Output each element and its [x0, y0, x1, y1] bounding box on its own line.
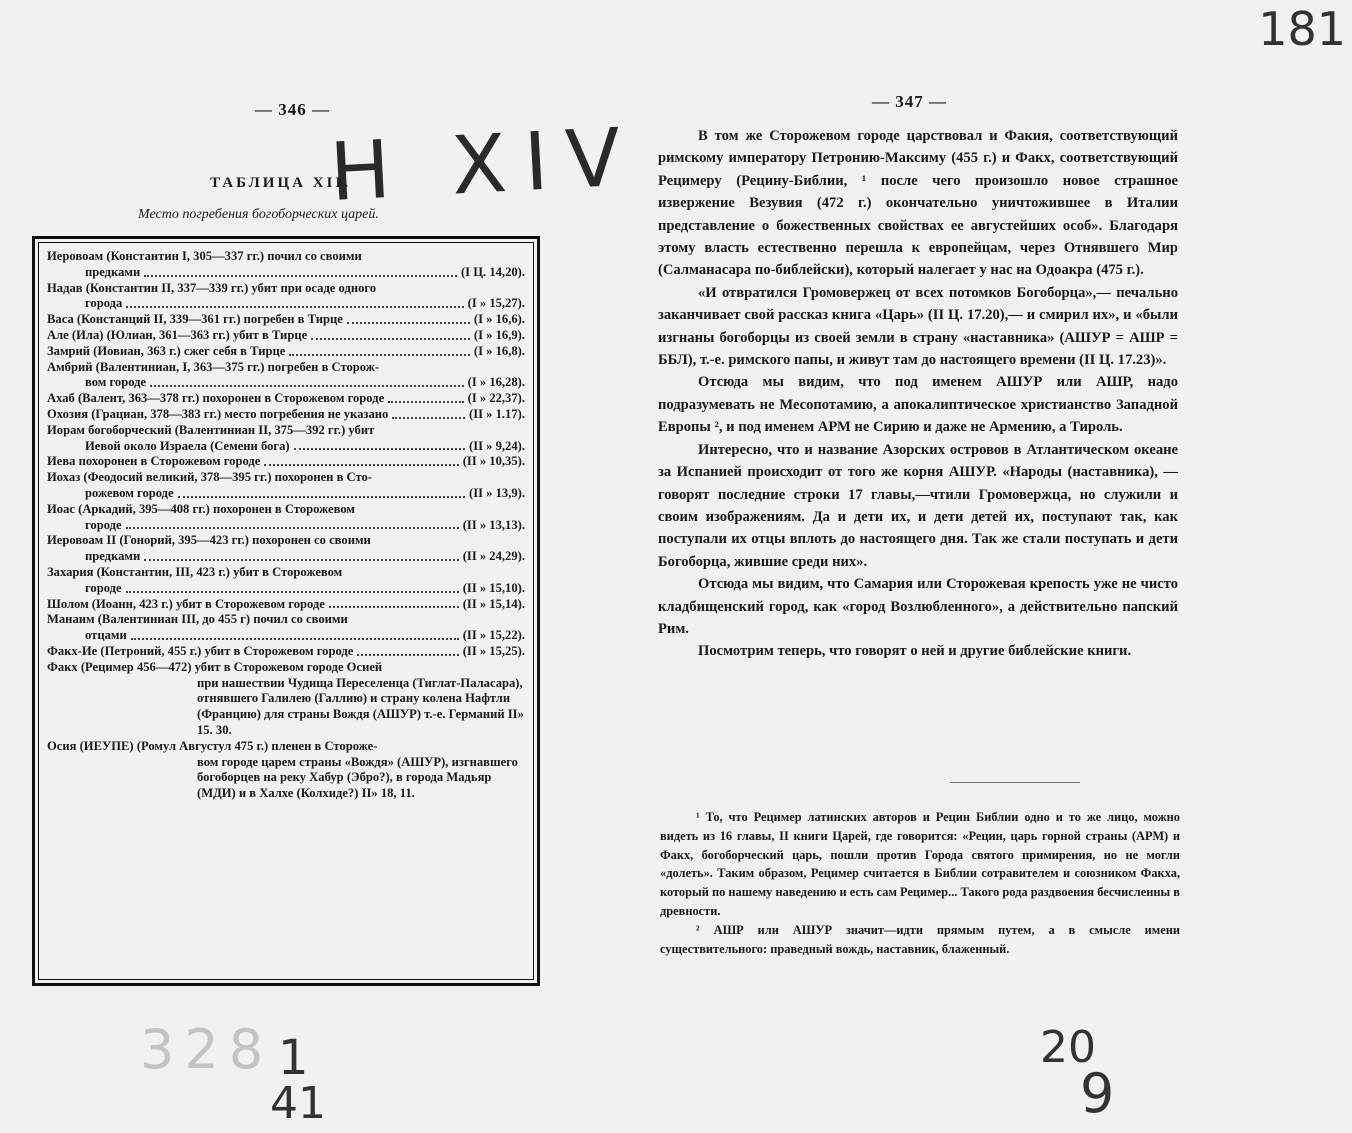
dot-leader: [311, 338, 470, 340]
dot-leader: [357, 654, 458, 656]
table-entry: [47, 344, 525, 360]
entry-leader-line: [47, 628, 525, 644]
dot-leader: [126, 591, 459, 593]
table-entry: [47, 312, 525, 328]
footnote-rule: [950, 782, 1080, 783]
entry-text: вом городе: [85, 375, 147, 390]
dot-leader: [347, 322, 470, 324]
entry-text: городе: [85, 580, 122, 595]
handwritten-mark-9: 9: [1080, 1062, 1115, 1125]
bible-reference: (I » 15,27).: [467, 296, 525, 311]
table-entry: [47, 533, 525, 565]
bible-reference: (II » 15,22).: [462, 628, 525, 643]
entry-leader-line: [47, 439, 525, 455]
paragraph: «И отвратился Громовержец от всех потомков Богоборца»,— печально заканчивает свой рассказ книга «Царь» (II Ц. 17.20),— и смирил их», и «были изгнаны богоборцы из своей земли в страну «наставника» (АШУР = АШР = ББЛ), т.-е. римского папы, и живут там до настоящего времени (II Ц. 17.23)».: [658, 284, 1178, 369]
entry-text: предками: [85, 264, 141, 279]
burial-table-body: [38, 242, 534, 980]
entry-text: Замрий (Иовиан, 363 г.) сжег себя в Тирце: [47, 343, 286, 358]
entry-name: Амбрий (Валентиниан, I, 363—375 гг.) погребен в Сторож-: [47, 359, 380, 374]
entry-text: Иева похоронен в Сторожевом городе: [47, 454, 261, 469]
dot-leader: [289, 354, 470, 356]
entry-leader-line: [47, 296, 525, 312]
table-entry: [47, 407, 525, 423]
dot-leader: [131, 638, 459, 640]
entry-name: Надав (Константин II, 337—339 гг.) убит при осаде одного: [47, 280, 377, 295]
bible-reference: (II » 13,9).: [469, 485, 525, 500]
entry-text: рожевом городе: [85, 485, 174, 500]
bible-reference: (I » 22,37).: [467, 391, 525, 406]
entry-text: города: [85, 296, 123, 311]
bible-reference: (II » 24,29).: [462, 549, 525, 564]
entry-leader-line: [47, 518, 525, 534]
entry-name: Захария (Константин, III, 423 г.) убит в Сторожевом: [47, 564, 343, 579]
paragraph: Посмотрим теперь, что говорят о ней и другие библейские книги.: [698, 643, 1132, 660]
entry-leader-line: [47, 265, 525, 281]
bible-reference: (I » 16,6).: [473, 312, 525, 327]
dot-leader: [392, 417, 465, 419]
dot-leader: [126, 306, 463, 308]
entry-continuation: вом городе царем страны «Вождя» (АШУР), изгнавшего богоборцев на реку Хабур (Эбро?), в города Мадьяр (МДИ) и в Халхе (Колхиде?) II» 18, 11.: [197, 754, 518, 801]
entry-text: Ахаб (Валент, 363—378 гг.) похоронен в Сторожевом городе: [47, 391, 385, 406]
bible-reference: (II » 15,25).: [462, 643, 525, 658]
faint-handwritten-mark: 328: [140, 1018, 274, 1081]
table-subtitle: Место погребения богоборческих царей.: [138, 207, 379, 222]
entry-leader-line: [47, 407, 525, 423]
entry-name: Иоас (Аркадий, 395—408 гг.) похоронен в Сторожевом: [47, 501, 355, 516]
entry-leader-line: [47, 312, 525, 328]
paragraph: Отсюда мы видим, что Самария или Сторожевая крепость уже не чисто кладбищенский город, как «город Возлюбленного», а действительно папский Рим.: [658, 576, 1178, 637]
bible-reference: (I Ц. 14,20).: [460, 264, 525, 279]
table-title: ТАБЛИЦА XII.: [210, 175, 351, 191]
dot-leader: [150, 385, 464, 387]
entry-text: Шолом (Иоанн, 423 г.) убит в Сторожевом городе: [47, 596, 325, 611]
handwritten-page-mark: 181: [1258, 2, 1346, 56]
entry-text: Але (Ила) (Юлиан, 361—363 гг.) убит в Тирце: [47, 327, 308, 342]
handwritten-mark-20: 20: [1040, 1022, 1096, 1073]
table-entry: [47, 423, 525, 455]
dot-leader: [126, 527, 459, 529]
bible-reference: (II » 15,10).: [462, 580, 525, 595]
entry-leader-line: [47, 328, 525, 344]
table-entries: [47, 249, 525, 660]
handwritten-table-mark: H XIV: [327, 109, 641, 220]
entry-leader-line: [47, 597, 525, 613]
table-entry: [47, 612, 525, 644]
entry-text: отцами: [85, 628, 127, 643]
table-entry: [47, 502, 525, 534]
bible-reference: (I » 16,8).: [473, 343, 525, 358]
paragraph: Отсюда мы видим, что под именем АШУР или АШР, надо подразумевать не Месопотамию, а апокалиптическое христианство Западной Европы ², и под именем АРМ не Сирию и даже не Армению, а Тироль.: [658, 374, 1178, 436]
table-entry: [47, 565, 525, 597]
entry-name: Иорам богоборческий (Валентиниан II, 375—392 гг.) убит: [47, 422, 375, 437]
table-entry: [47, 328, 525, 344]
dot-leader: [264, 464, 458, 466]
entry-name: Иохаз (Феодосий великий, 378—395 гг.) похоронен в Сто-: [47, 470, 372, 485]
footnote: ² АШР или АШУР значит—идти прямым путем, а в смысле имени существительного: праведный вождь, наставник, блаженный.: [660, 922, 1180, 956]
entry-leader-line: [47, 486, 525, 502]
entry-text: Факх-Ие (Петроний, 455 г.) убит в Сторожевом городе: [47, 643, 354, 658]
entry-leader-line: [47, 644, 525, 660]
handwritten-mark-41: 41: [270, 1078, 326, 1129]
table-entry: [47, 360, 525, 392]
bible-reference: (II » 1.17).: [469, 406, 525, 421]
table-entry: [47, 391, 525, 407]
entry-name: Манаим (Валентиниан III, до 455 г) почил со своими: [47, 612, 348, 627]
dot-leader: [144, 275, 457, 277]
entry-name: Иеровоам II (Гонорий, 395—423 гг.) похоронен со своими: [47, 533, 371, 548]
table-entry: [47, 281, 525, 313]
entry-text: городе: [85, 517, 122, 532]
dot-leader: [144, 559, 458, 561]
left-page-number: — 346 —: [255, 100, 330, 119]
entry-leader-line: [47, 549, 525, 565]
bible-reference: (I » 16,9).: [473, 327, 525, 342]
burial-table: [32, 236, 540, 986]
entry-leader-line: [47, 454, 525, 470]
bible-reference: (II » 9,24).: [469, 438, 525, 453]
main-text: [658, 125, 1178, 663]
table-entry: [47, 454, 525, 470]
dot-leader: [178, 496, 465, 498]
bible-reference: (II » 13,13).: [462, 517, 525, 532]
table-entry: [47, 470, 525, 502]
paragraph: В том же Сторожевом городе царствовал и Факия, соответствующий римскому императору Петронию-Максиму (455 г.) и Факх, соответствующий Рецимеру (Рецину-Библии, ¹ после чего произошло новое страшное извержение Везувия (472 г.) окончательно уничтожившее в Италии представление о божественных свойствах ее августейших особ». Благодаря этому власть естественно перешла к европейцам, через Отнявшего Мир (Салманасара по-библейски), который налегает у нас на Одоакра (475 г.).: [658, 128, 1178, 279]
dot-leader: [294, 448, 465, 450]
footnote: ¹ То, что Рецимер латинских авторов и Рецин Библии одно и то же лицо, можно видеть из 16 главы, II книги Царей, где говорится: «Рецин, царь горной страны (АРМ) и Факх, богоборческий царь, пошли против Города святого примирения, но не могли «долеть». Таким образом, Рецимер считается в Библии сотравителем и союзником Факха, который по нашему наведению и есть сам Рецимер... Такого рода раздвоения бесчисленны в древности.: [660, 810, 1180, 918]
entry-text: Охозия (Грациан, 378—383 гг.) место погребения не указано: [47, 406, 389, 421]
footnotes: [660, 808, 1180, 958]
dot-leader: [329, 606, 459, 608]
bible-reference: (I » 16,28).: [467, 375, 525, 390]
table-entry-osia: [47, 739, 525, 802]
table-entry-fakh: [47, 660, 525, 739]
entry-text: Васа (Констанций II, 339—361 гг.) погребен в Тирце: [47, 312, 343, 327]
entry-leader-line: [47, 344, 525, 360]
entry-leader-line: [47, 581, 525, 597]
entry-continuation: при нашествии Чудища Переселенца (Тиглат-Паласара), отнявшего Галилею (Галлию) и страну колена Нафтли (Францию) для страны Вождя (АШУР) т.-е. Германий II» 15. 30.: [197, 675, 524, 737]
entry-name: Факх (Рецимер 456—472) убит в Сторожевом городе Осией: [47, 659, 383, 674]
bible-reference: (II » 10,35).: [462, 454, 525, 469]
table-entry: [47, 644, 525, 660]
entry-text: предками: [85, 549, 141, 564]
handwritten-mark-1: 1: [278, 1030, 309, 1086]
entry-name: Иеровоам (Константин I, 305—337 гг.) почил со своими: [47, 249, 362, 263]
entry-leader-line: [47, 391, 525, 407]
table-entry: [47, 597, 525, 613]
dot-leader: [388, 401, 463, 403]
table-entry: [47, 249, 525, 281]
right-page-number: — 347 —: [872, 92, 947, 111]
entry-leader-line: [47, 375, 525, 391]
entry-name: Осия (ИЕУПЕ) (Ромул Августул 475 г.) пленен в Стороже-: [47, 738, 378, 753]
paragraph: Интересно, что и название Азорских островов в Атлантическом океане за Испанией происходит от того же корня АШУР. «Народы (наставника), — говорят последние строки 17 главы,—чтили Громовержца, но служили и своим изображениям. Да и дети их, и дети детей их, поступают так, как поступали их отцы вплоть до настоящего дня. Так же стали поступать и дети Богоборца, жившие среди них».: [658, 441, 1178, 570]
entry-text: Иевой около Израела (Семени бога): [85, 438, 290, 453]
bible-reference: (II » 15,14).: [462, 596, 525, 611]
